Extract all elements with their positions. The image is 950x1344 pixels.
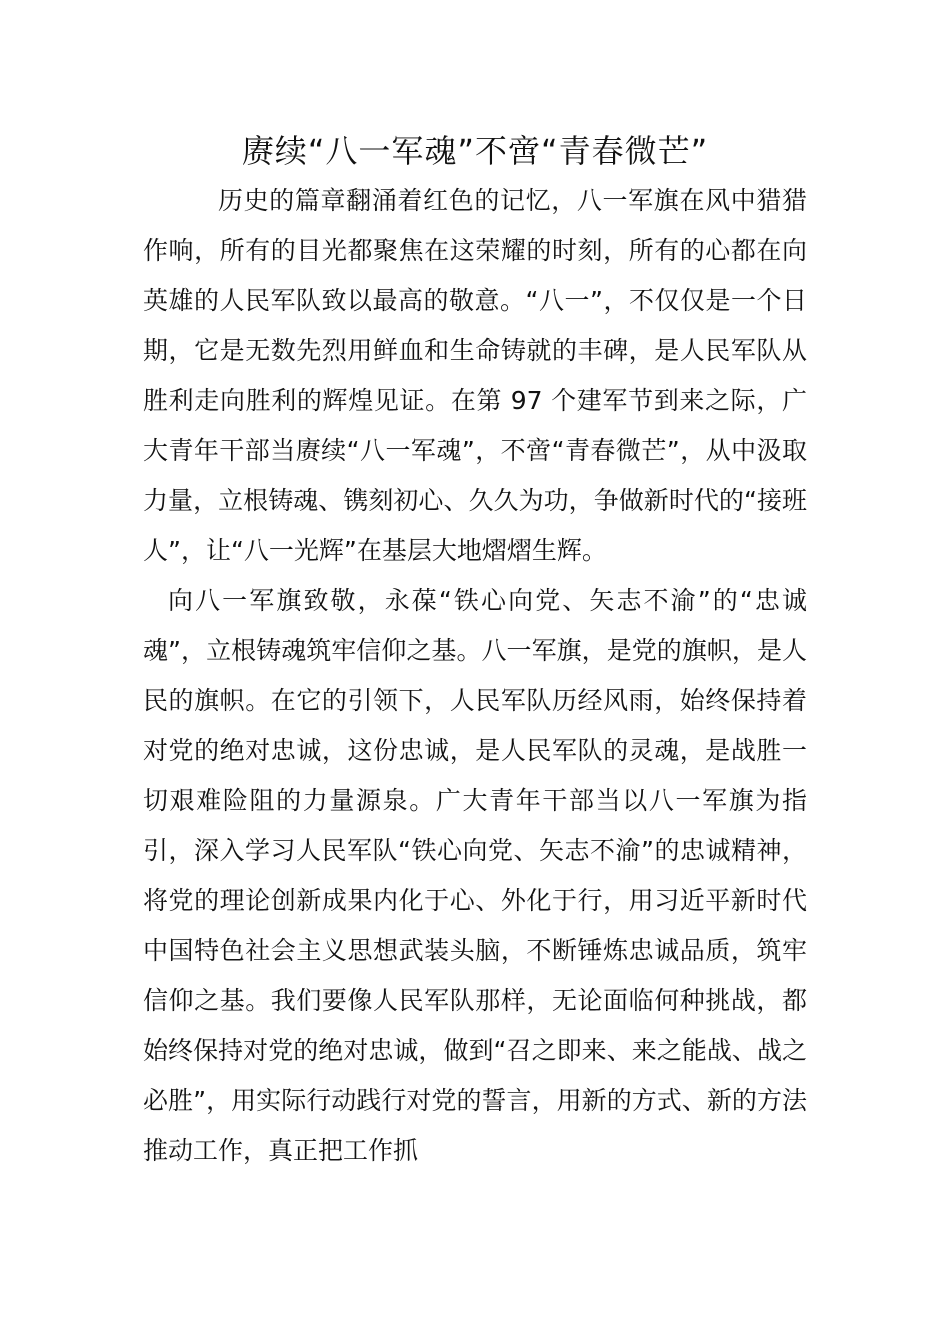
- page-title: 赓续“八一军魂”不啻“青春微芒”: [241, 132, 709, 170]
- paragraph-intro: 历史的篇章翻涌着红色的记忆，八一军旗在风中猎猎作响，所有的目光都聚焦在这荣耀的时刻，所有的心都在向英雄的人民军队致以最高的敬意。“八一”，不仅仅是一个日期，它是无数先烈用鲜血和生命铸就的丰碑，是人民军队从胜利走向胜利的辉煌见证。在第 97 个建军节到来之际，广大青年干部当赓续“八一军魂”，不啻“青春微芒”，从中汲取力量，立根铸魂、镌刻初心、久久为功，争做新时代的“接班人”，让“八一光辉”在基层大地熠熠生辉。: [143, 186, 807, 565]
- paragraph-loyalty: 向八一军旗致敬，永葆“铁心向党、矢志不渝”的“忠诚魂”，立根铸魂筑牢信仰之基。八一军旗，是党的旗帜，是人民的旗帜。在它的引领下，人民军队历经风雨，始终保持着对党的绝对忠诚，这份忠诚，是人民军队的灵魂，是战胜一切艰难险阻的力量源泉。广大青年干部当以八一军旗为指引，深入学习人民军队“铁心向党、矢志不渝”的忠诚精神，将党的理论创新成果内化于心、外化于行，用习近平新时代中国特色社会主义思想武装头脑，不断锤炼忠诚品质，筑牢信仰之基。我们要像人民军队那样，无论面临何种挑战，都始终保持对党的绝对忠诚，做到“召之即来、来之能战、战之必胜”，用实际行动践行对党的誓言，用新的方式、新的方法推动工作，真正把工作抓: [143, 586, 807, 1165]
- article-body: [143, 176, 807, 1176]
